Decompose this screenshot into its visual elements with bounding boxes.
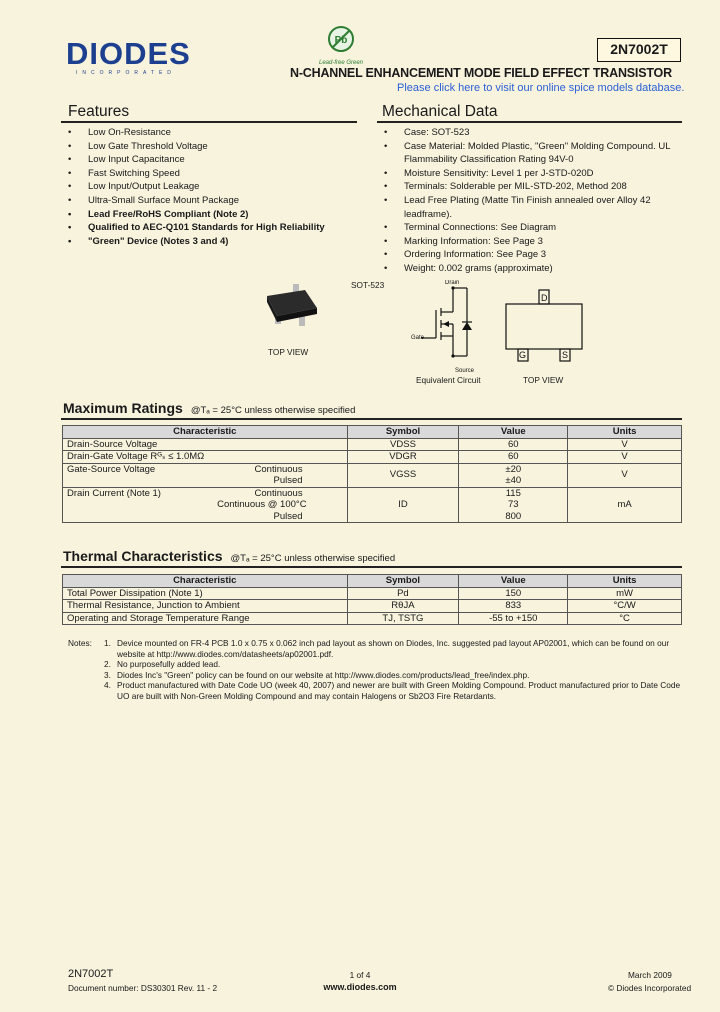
company-logo: DIODES [66,36,191,71]
cell: Drain-Source Voltage [63,438,348,451]
features-rule [61,121,357,123]
mechanical-item: • Marking Information: See Page 3 [384,235,674,249]
cell: -55 to +150 [459,612,568,625]
note-item [104,680,682,701]
cell: Operating and Storage Temperature Range [63,612,348,625]
table-row [63,487,682,523]
pin-d-label: D [541,293,548,303]
cell-text: ±20 [505,463,522,475]
package-label: SOT-523 [351,280,385,290]
company-logo-subtitle: INCORPORATED [76,70,176,76]
gate-label: Gate [411,335,425,341]
cell: °C [568,612,682,625]
cell: 833 [459,600,568,613]
max-ratings-rule [61,418,682,420]
mechanical-item: • Ordering Information: See Page 3 [384,248,674,262]
col-header: Value [459,575,568,588]
col-header: Units [568,426,682,439]
cell: ID [347,487,459,523]
cell: V [568,463,682,487]
cell [63,463,348,487]
feature-item: • "Green" Device (Notes 3 and 4) [68,235,358,249]
cell: Thermal Resistance, Junction to Ambient [63,600,348,613]
pin-s-label: S [562,350,569,360]
lead-free-label: Lead-free Green [318,60,364,66]
cell: 150 [459,587,568,600]
mechanical-item: • Terminal Connections: See Diagram [384,221,674,235]
drain-label: Drain [445,280,460,286]
mechanical-item: • Lead Free Plating (Matte Tin Finish annealed over Alloy 42 leadframe). [384,194,674,221]
mechanical-list [384,126,674,276]
cell-text: Continuous @ 100°C [217,499,307,510]
thermal-title [63,548,395,566]
note-text: No purposefully added lead. [117,659,221,670]
mechanical-item: • Terminals: Solderable per MIL-STD-202, Method 208 [384,180,674,194]
cell: VDSS [347,438,459,451]
thermal-table [62,574,682,625]
notes-label: Notes: [68,638,92,648]
note-number: 3. [104,669,111,680]
features-heading: Features [68,103,130,120]
feature-item: • Qualified to AEC-Q101 Standards for High Reliability [68,221,358,235]
feature-item: • Low On-Resistance [68,126,358,140]
cell-text: 73 [508,499,519,510]
cell: V [568,438,682,451]
table-row [63,600,682,613]
cell [63,487,348,523]
mechanical-item: • Weight: 0.002 grams (approximate) [384,262,674,276]
pinout-diagram [505,284,585,374]
max-ratings-heading: Maximum Ratings [63,400,183,416]
table-row [63,612,682,625]
lead-free-icon [326,24,356,54]
feature-item: • Lead Free/RoHS Compliant (Note 2) [68,208,358,222]
col-header: Characteristic [63,426,348,439]
cell-text: 800 [505,510,522,522]
note-number: 4. [104,680,111,691]
cell-text: Drain Current (Note 1) [67,487,161,499]
cell: RθJA [347,600,459,613]
cell: Pd [347,587,459,600]
cell [459,487,568,523]
package-view-label: TOP VIEW [268,347,309,357]
note-text: Device mounted on FR-4 PCB 1.0 x 0.75 x 0.062 inch pad layout as shown on Diodes, Inc. suggested pad layout AP02001, which can be found on our website at http://www.diodes.com/datasheets/ap02001.pdf. [117,638,670,659]
footer-page: 1 of 4 [349,970,371,980]
mechanical-item: • Case: SOT-523 [384,126,674,140]
cell-text: Pulsed [273,510,303,522]
cell-text: ±40 [505,475,522,486]
document-title: N-CHANNEL ENHANCEMENT MODE FIELD EFFECT TRANSISTOR [290,66,672,80]
cell: VGSS [347,463,459,487]
feature-item: • Low Gate Threshold Voltage [68,140,358,154]
note-item [104,659,682,670]
note-text: Product manufactured with Date Code UO (week 40, 2007) and newer are built with Green Molding Compound. Product manufactured prior to Date Code UO are built with Non-Green Molding Compound and may contain Halogens or Sb2O3 Fire Retardants. [117,680,681,701]
equivalent-circuit-label: Equivalent Circuit [416,375,481,385]
col-header: Symbol [347,426,459,439]
feature-item: • Ultra-Small Surface Mount Package [68,194,358,208]
pinout-view-label: TOP VIEW [523,375,564,385]
mechanical-heading: Mechanical Data [382,103,498,120]
cell-text: 115 [505,487,521,499]
table-row [63,438,682,451]
max-ratings-table [62,425,682,523]
note-number: 1. [104,638,111,648]
pin-g-label: G [519,350,527,360]
mechanical-item: • Case Material: Molded Plastic, "Green" Molding Compound. UL Flammability Classification Rating 94V-0 [384,140,674,167]
source-label: Source [455,368,475,374]
cell: mW [568,587,682,600]
spice-models-link[interactable]: Please click here to visit our online spice models database. [397,82,685,94]
footer-copyright: © Diodes Incorporated [608,983,692,993]
cell [459,463,568,487]
cell: VDGR [347,451,459,464]
equivalent-circuit-diagram [405,280,485,375]
col-header: Value [459,426,568,439]
feature-item: • Low Input/Output Leakage [68,180,358,194]
cell: V [568,451,682,464]
part-number-box: 2N7002T [597,38,681,62]
note-text: Diodes Inc's "Green" policy can be found on our website at http://www.diodes.com/products/lead_free/index.php. [117,669,530,680]
table-row [63,451,682,464]
table-row [63,587,682,600]
mechanical-item: • Moisture Sensitivity: Level 1 per J-STD-020D [384,167,674,181]
feature-item: • Fast Switching Speed [68,167,358,181]
note-number: 2. [104,659,111,670]
thermal-heading: Thermal Characteristics [63,548,223,564]
col-header: Units [568,575,682,588]
thermal-rule [61,566,682,568]
cell: 60 [459,451,568,464]
cell-text: Pulsed [273,475,303,486]
cell: Total Power Dissipation (Note 1) [63,587,348,600]
footer-doc-number: Document number: DS30301 Rev. 11 - 2 [68,983,218,993]
cell-text: Continuous [254,463,303,475]
table-row [63,463,682,487]
col-header: Characteristic [63,575,348,588]
cell: 60 [459,438,568,451]
note-item [104,670,682,681]
max-ratings-condition: @Tₐ = 25°C unless otherwise specified [190,405,356,416]
footer-website[interactable]: www.diodes.com [323,982,397,992]
footer-date: March 2009 [628,970,672,980]
lead-free-badge [316,24,366,66]
notes-list [104,638,682,702]
col-header: Symbol [347,575,459,588]
footer-part: 2N7002T [68,968,114,980]
max-ratings-title [63,400,355,418]
cell: Drain-Gate Voltage Rᴳₛ ≤ 1.0MΩ [63,451,348,464]
cell: mA [568,487,682,523]
cell: TJ, TSTG [347,612,459,625]
feature-item: • Low Input Capacitance [68,153,358,167]
features-list [68,126,358,248]
cell-text: Continuous [254,487,303,499]
mechanical-rule [377,121,682,123]
cell-text: Gate-Source Voltage [67,463,156,475]
lead-free-symbol: Pb [334,35,348,46]
cell: °C/W [568,600,682,613]
note-item [104,638,682,659]
thermal-condition: @Tₐ = 25°C unless otherwise specified [230,553,396,564]
